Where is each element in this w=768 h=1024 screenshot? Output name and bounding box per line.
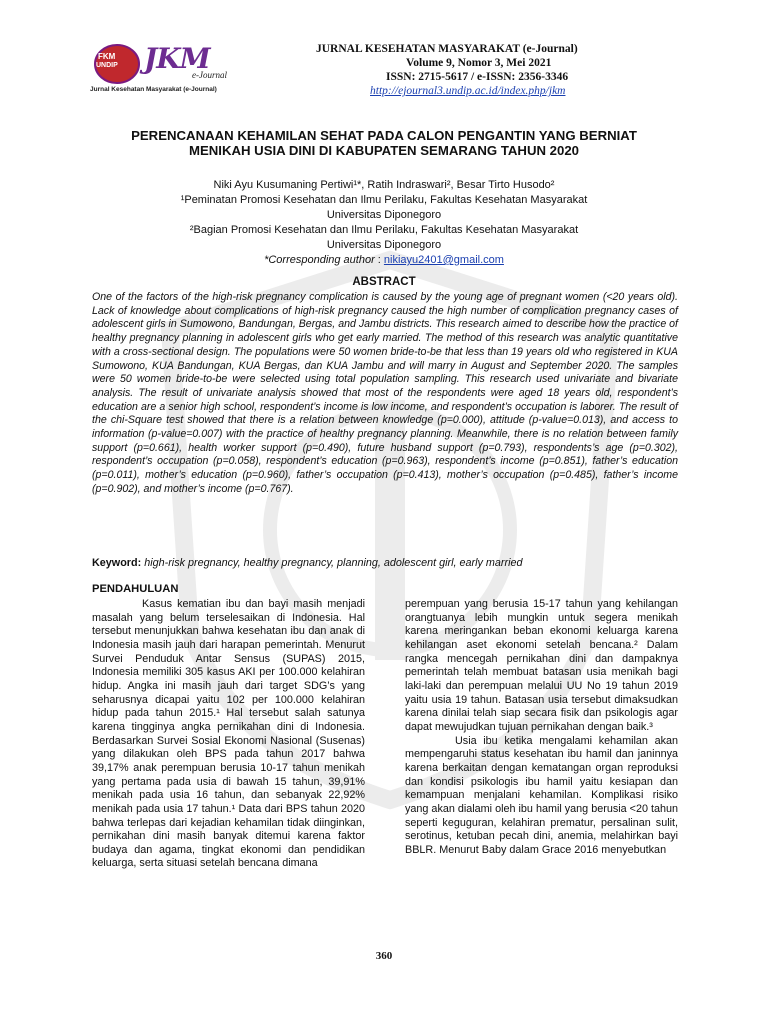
logo-caption: Jurnal Kesehatan Masyarakat (e-Journal) (90, 86, 217, 93)
left-paragraph-1: Kasus kematian ibu dan bayi masih menjadi masalah yang belum terselesaikan di Indonesia. Hal tersebut menunjukkan bahwa kesehatan ibu dan anak di Indonesia masih jauh dari harapan pemerintah. Menurut Survei Penduduk Antar Sensus (SUPAS) 2015, Indonesia memiliki 305 kasus AKI per 100.000 kelahiran hidup. Angka ini masih jauh dari target SDG’s yang seharusnya dicapai yaitu 102 per 100.000 kelahiran hidup pada tahun 2015.¹ Hal tersebut salah satunya karena tingginya angka pernikahan dini di Indonesia. Berdasarkan Survei Sosial Ekonomi Nasional (Susenas) yang dilakukan oleh BPS pada tahun 2017 bahwa 39,17% anak perempuan berusia 10-17 tahun menikah yang pertama pada usia di bawah 15 tahun, 39,91% menikah pada usia 16 tahun, dan sebanyak 22,92% menikah pada usia 17 tahun.¹ Data dari BPS tahun 2020 bahwa terlepas dari kejadian kehamilan tidak diinginkan, pernikahan dini masih banyak ditemui karena faktor budaya dan agama, tingkat ekonomi dan pendidikan keluarga, serta situasi setelah bencana dimana (92, 598, 365, 870)
left-column (92, 598, 365, 871)
journal-issn: ISSN: 2715-5617 / e-ISSN: 2356-3346 (386, 71, 569, 83)
author-block (100, 178, 668, 268)
logo-ejournal-text: e-Journal (192, 70, 227, 80)
right-paragraph-1: perempuan yang berusia 15-17 tahun yang kehilangan orangtuanya lebih mungkin untuk segera menikah karena meringankan beban ekonomi keluarga karena kehilangan aset ekonomi setelah bencana.² Dalam rangka mencegah pernikahan dini dan dampaknya pemerintah telah membuat batasan usia menikah bagi laki-laki dan perempuan melalui UU No 19 tahun 2019 yaitu usia 19 tahun. Batasan usia tersebut dimaksudkan karena dinilai telah siap secara fisik dan psikologis agar dapat mewujudkan tujuan pernikahan dengan baik.³ (405, 598, 678, 733)
corresponding-author (100, 253, 668, 268)
corresponding-separator: : (374, 254, 384, 266)
journal-url-link[interactable]: http://ejournal3.undip.ac.id/index.php/jkm (370, 85, 566, 97)
affiliation-2-line-1: ²Bagian Promosi Kesehatan dan Ilmu Perilaku, Fakultas Kesehatan Masyarakat (189, 224, 579, 236)
logo-jkm-text: JKM (144, 42, 210, 75)
author-names: Niki Ayu Kusumaning Pertiwi¹*, Ratih Indraswari², Besar Tirto Husodo² (213, 179, 555, 191)
section-heading: PENDAHULUAN (92, 583, 179, 595)
keyword-label: Keyword: (92, 557, 142, 569)
keyword-values: high-risk pregnancy, healthy pregnancy, planning, adolescent girl, early married (141, 557, 523, 569)
right-paragraph-2: Usia ibu ketika mengalami kehamilan akan mempengaruhi status kesehatan ibu hamil dan janinnya karena berkaitan dengan kematangan organ reproduksi dan kondisi psikologis ibu hamil yaitu kesiapan dan kemampuan menjalani kehamilan. Komplikasi risiko yang akan dialami oleh ibu hamil yang berusia <20 tahun seperti keguguran, kelahiran prematur, persalinan sulit, serotinus, ketuban pecah dini, anemia, melahirkan bayi BBLR. Menurut Baby dalam Grace 2016 menyebutkan (405, 734, 678, 856)
journal-header (296, 42, 656, 98)
journal-logo (88, 40, 238, 100)
corresponding-label: *Corresponding author (264, 254, 375, 266)
journal-name: JURNAL KESEHATAN MASYARAKAT (e-Journal) (316, 43, 578, 55)
corresponding-email-link[interactable]: nikiayu2401@gmail.com (383, 254, 504, 266)
logo-fkm-text: FKM (98, 52, 116, 61)
right-column (405, 598, 678, 857)
affiliation-1-line-2: Universitas Diponegoro (326, 209, 442, 221)
abstract-heading: ABSTRACT (352, 276, 416, 288)
affiliation-1-line-1: ¹Peminatan Promosi Kesehatan dan Ilmu Perilaku, Fakultas Kesehatan Masyarakat (180, 194, 588, 206)
page-number: 360 (375, 950, 393, 962)
affiliation-2-line-2: Universitas Diponegoro (326, 239, 442, 251)
logo-undip-text: UNDIP (96, 62, 118, 69)
keyword-line (92, 556, 678, 570)
abstract-body: One of the factors of the high-risk pregnancy complication is caused by the young age of pregnant women (<20 years old). Lack of knowledge about complications of high-risk pregnancy caused the high number of complication pregnancy cases of adolescent girls in Sumowono, Bandungan, Bergas, and Jambu districts. This research aimed to describe how the practice of healthy pregnancy planning in adolescent girls who get early married. The method of this research was analytic quantitative with a cross-sectional design. The populations were 50 women bride-to-be that less than 19 years old who registered in KUA Sumowono, KUA Bandungan, KUA Bergas, dan KUA Jambu and will marry in August and September 2020. The samples were 50 women bride-to-be were selected using total population sampling. This research used univariate and bivariate analysis. The result of univariate analysis showed that most of the respondents were aged 18 years old, respondent’s education are a senior high school, respondent’s income is low income, and respondent’s occupation is laborer. The result of the chi-Square test showed that there is a relation between knowledge (p=0.000), attitude (p-value=0.013), and access to information (p-value=0.007) with the practice of healthy pregnancy planning. Meanwhile, there is no relation between family support (p=0.661), health worker support (p=0.490), future husband support (p=0.793), respondents’s age (p=0.302), respondent’s occupation (p=0.058), respondent’s education (p=0.963), respondent’s income (p=0.851), father’s education (p=0.011), mother’s education (p=0.960), father’s occupation (p=0.413), mother’s occupation (p=0.485), father’s income (p=0.902), and mother’s income (p=0.767). (92, 291, 678, 495)
journal-volume: Volume 9, Nomor 3, Mei 2021 (406, 57, 552, 69)
article-title: PERENCANAAN KEHAMILAN SEHAT PADA CALON PENGANTIN YANG BERNIAT MENIKAH USIA DINI DI KABUPATEN SEMARANG TAHUN 2020 (131, 128, 637, 158)
